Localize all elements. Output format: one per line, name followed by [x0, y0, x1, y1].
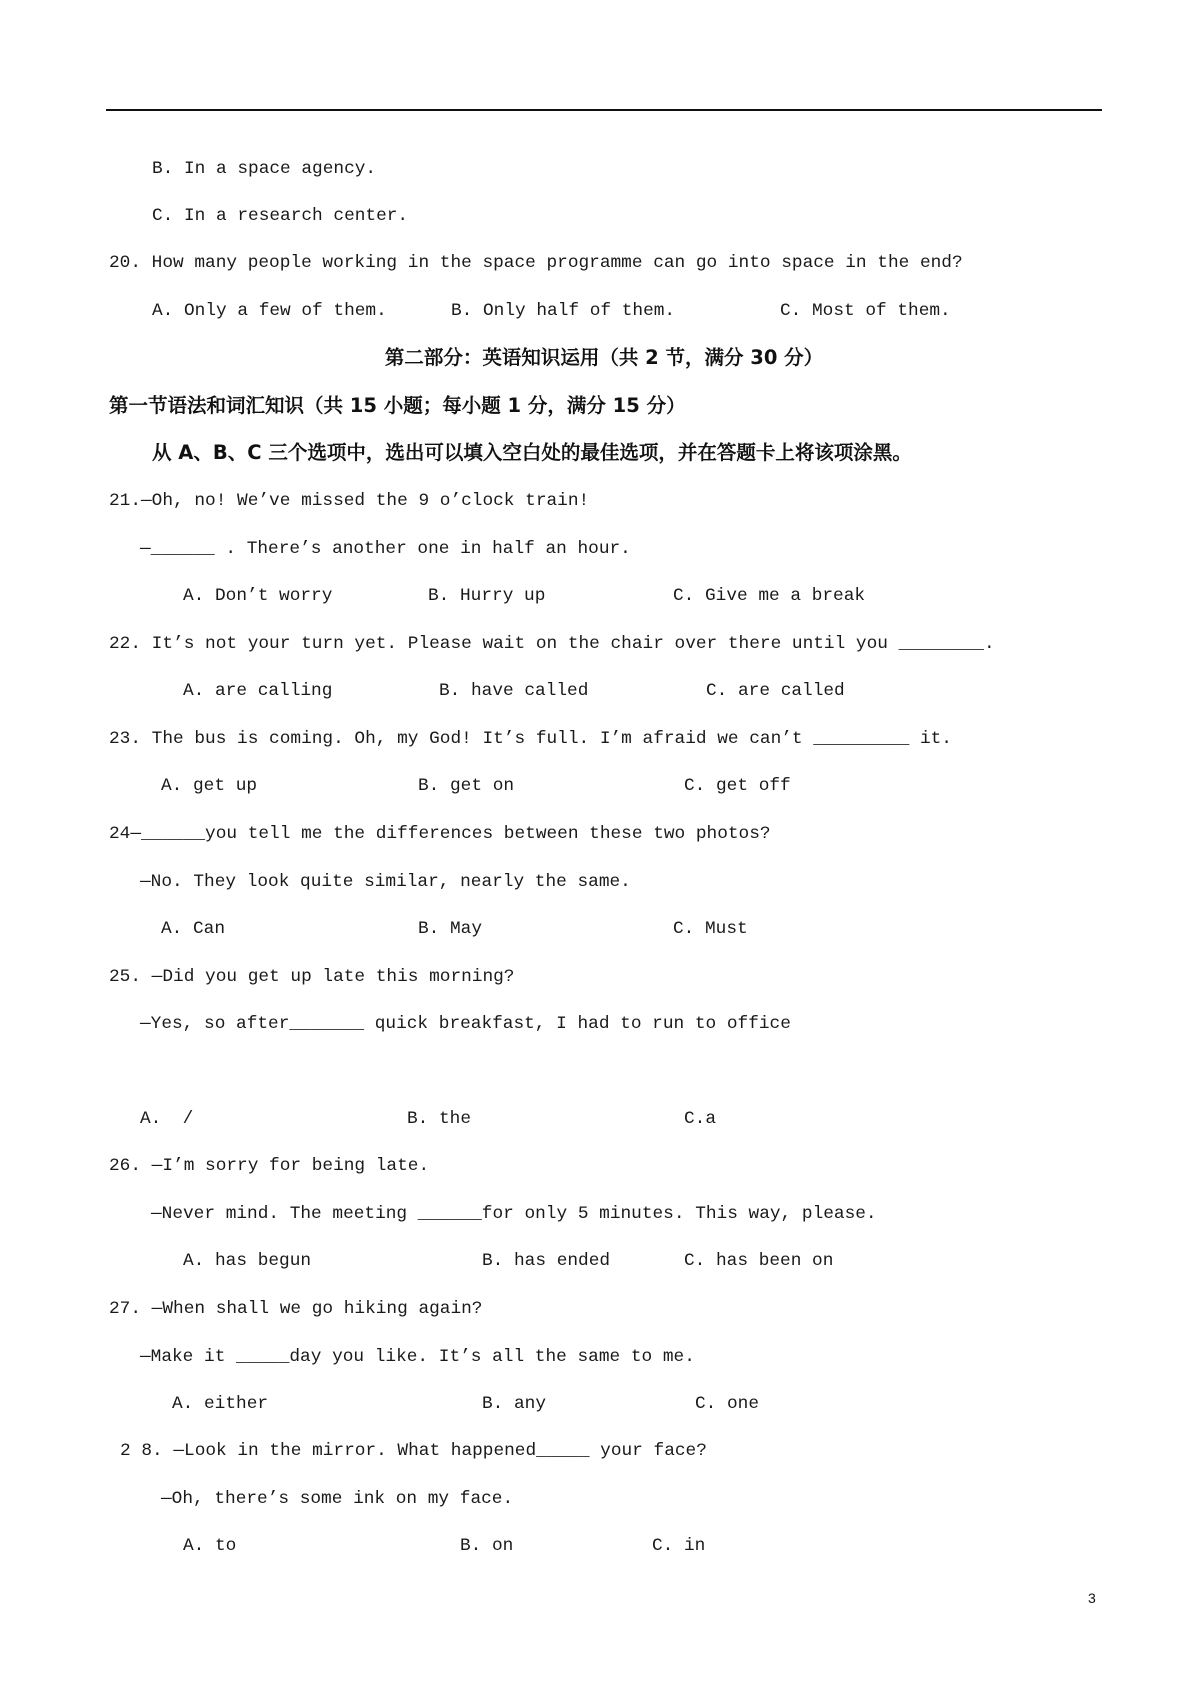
question-20-option-a: A. Only a few of them. — [152, 301, 387, 321]
question-23-line-1: 23. The bus is coming. Oh, my God! It’s full. I’m afraid we can’t _________ it. — [109, 729, 952, 749]
question-21-option-b: B. Hurry up — [428, 586, 546, 606]
section-instruction: 从 A、B、C 三个选项中，选出可以填入空白处的最佳选项，并在答题卡上将该项涂黑。 — [152, 441, 912, 464]
question-28-line-1: 2 8. —Look in the mirror. What happened_____ your face? — [120, 1441, 707, 1461]
question-24-line-2: —No. They look quite similar, nearly the same. — [140, 872, 631, 892]
question-25-option-b: B. the — [407, 1109, 472, 1129]
page-number: 3 — [1088, 1590, 1096, 1606]
question-25-option-c: C.a — [684, 1109, 717, 1129]
question-21-line-2: —______ . There’s another one in half an hour. — [140, 539, 631, 559]
question-21-line-1: 21.—Oh, no! We’ve missed the 9 o’clock train! — [109, 491, 590, 511]
question-26-line-1: 26. —I’m sorry for being late. — [109, 1156, 430, 1176]
question-27-option-a: A. either — [172, 1394, 269, 1414]
question-28-line-2: —Oh, there’s some ink on my face. — [161, 1489, 514, 1509]
question-24-option-a: A. Can — [161, 919, 226, 939]
question-21-option-a: A. Don’t worry — [183, 586, 333, 606]
question-28-option-b: B. on — [460, 1536, 514, 1556]
question-28-option-c: C. in — [652, 1536, 706, 1556]
question-23-option-c: C. get off — [684, 776, 791, 796]
question-22-option-c: C. are called — [706, 681, 845, 701]
question-22-option-a: A. are calling — [183, 681, 333, 701]
question-26-option-c: C. has been on — [684, 1251, 834, 1271]
question-27-option-c: C. one — [695, 1394, 760, 1414]
question-24-line-1: 24—______you tell me the differences between these two photos? — [109, 824, 771, 844]
question-25-option-a: A. / — [140, 1109, 194, 1129]
section-1-title: 第一节语法和词汇知识（共 15 小题；每小题 1 分，满分 15 分） — [109, 394, 686, 417]
question-19-option-c: C. In a research center. — [152, 206, 409, 226]
question-27-line-2: —Make it _____day you like. It’s all the same to me. — [140, 1347, 695, 1367]
question-23-option-a: A. get up — [161, 776, 258, 796]
question-24-option-c: C. Must — [673, 919, 748, 939]
question-20-option-c: C. Most of them. — [780, 301, 951, 321]
question-19-option-b: B. In a space agency. — [152, 159, 377, 179]
question-28-option-a: A. to — [183, 1536, 237, 1556]
question-25-line-2: —Yes, so after_______ quick breakfast, I had to run to office — [140, 1014, 791, 1034]
question-26-option-b: B. has ended — [482, 1251, 611, 1271]
question-20-option-b: B. Only half of them. — [451, 301, 676, 321]
question-21-option-c: C. Give me a break — [673, 586, 866, 606]
question-22-line-1: 22. It’s not your turn yet. Please wait on the chair over there until you ________. — [109, 634, 995, 654]
question-25-line-1: 25. —Did you get up late this morning? — [109, 967, 515, 987]
question-27-option-b: B. any — [482, 1394, 547, 1414]
header-rule — [106, 109, 1102, 111]
question-22-option-b: B. have called — [439, 681, 589, 701]
question-24-option-b: B. May — [418, 919, 483, 939]
question-26-option-a: A. has begun — [183, 1251, 312, 1271]
part-2-title: 第二部分：英语知识运用（共 2 节，满分 30 分） — [384, 346, 824, 369]
question-27-line-1: 27. —When shall we go hiking again? — [109, 1299, 483, 1319]
question-20-stem: 20. How many people working in the space programme can go into space in the end? — [109, 253, 963, 273]
question-26-line-2: —Never mind. The meeting ______for only 5 minutes. This way, please. — [151, 1204, 877, 1224]
question-23-option-b: B. get on — [418, 776, 515, 796]
